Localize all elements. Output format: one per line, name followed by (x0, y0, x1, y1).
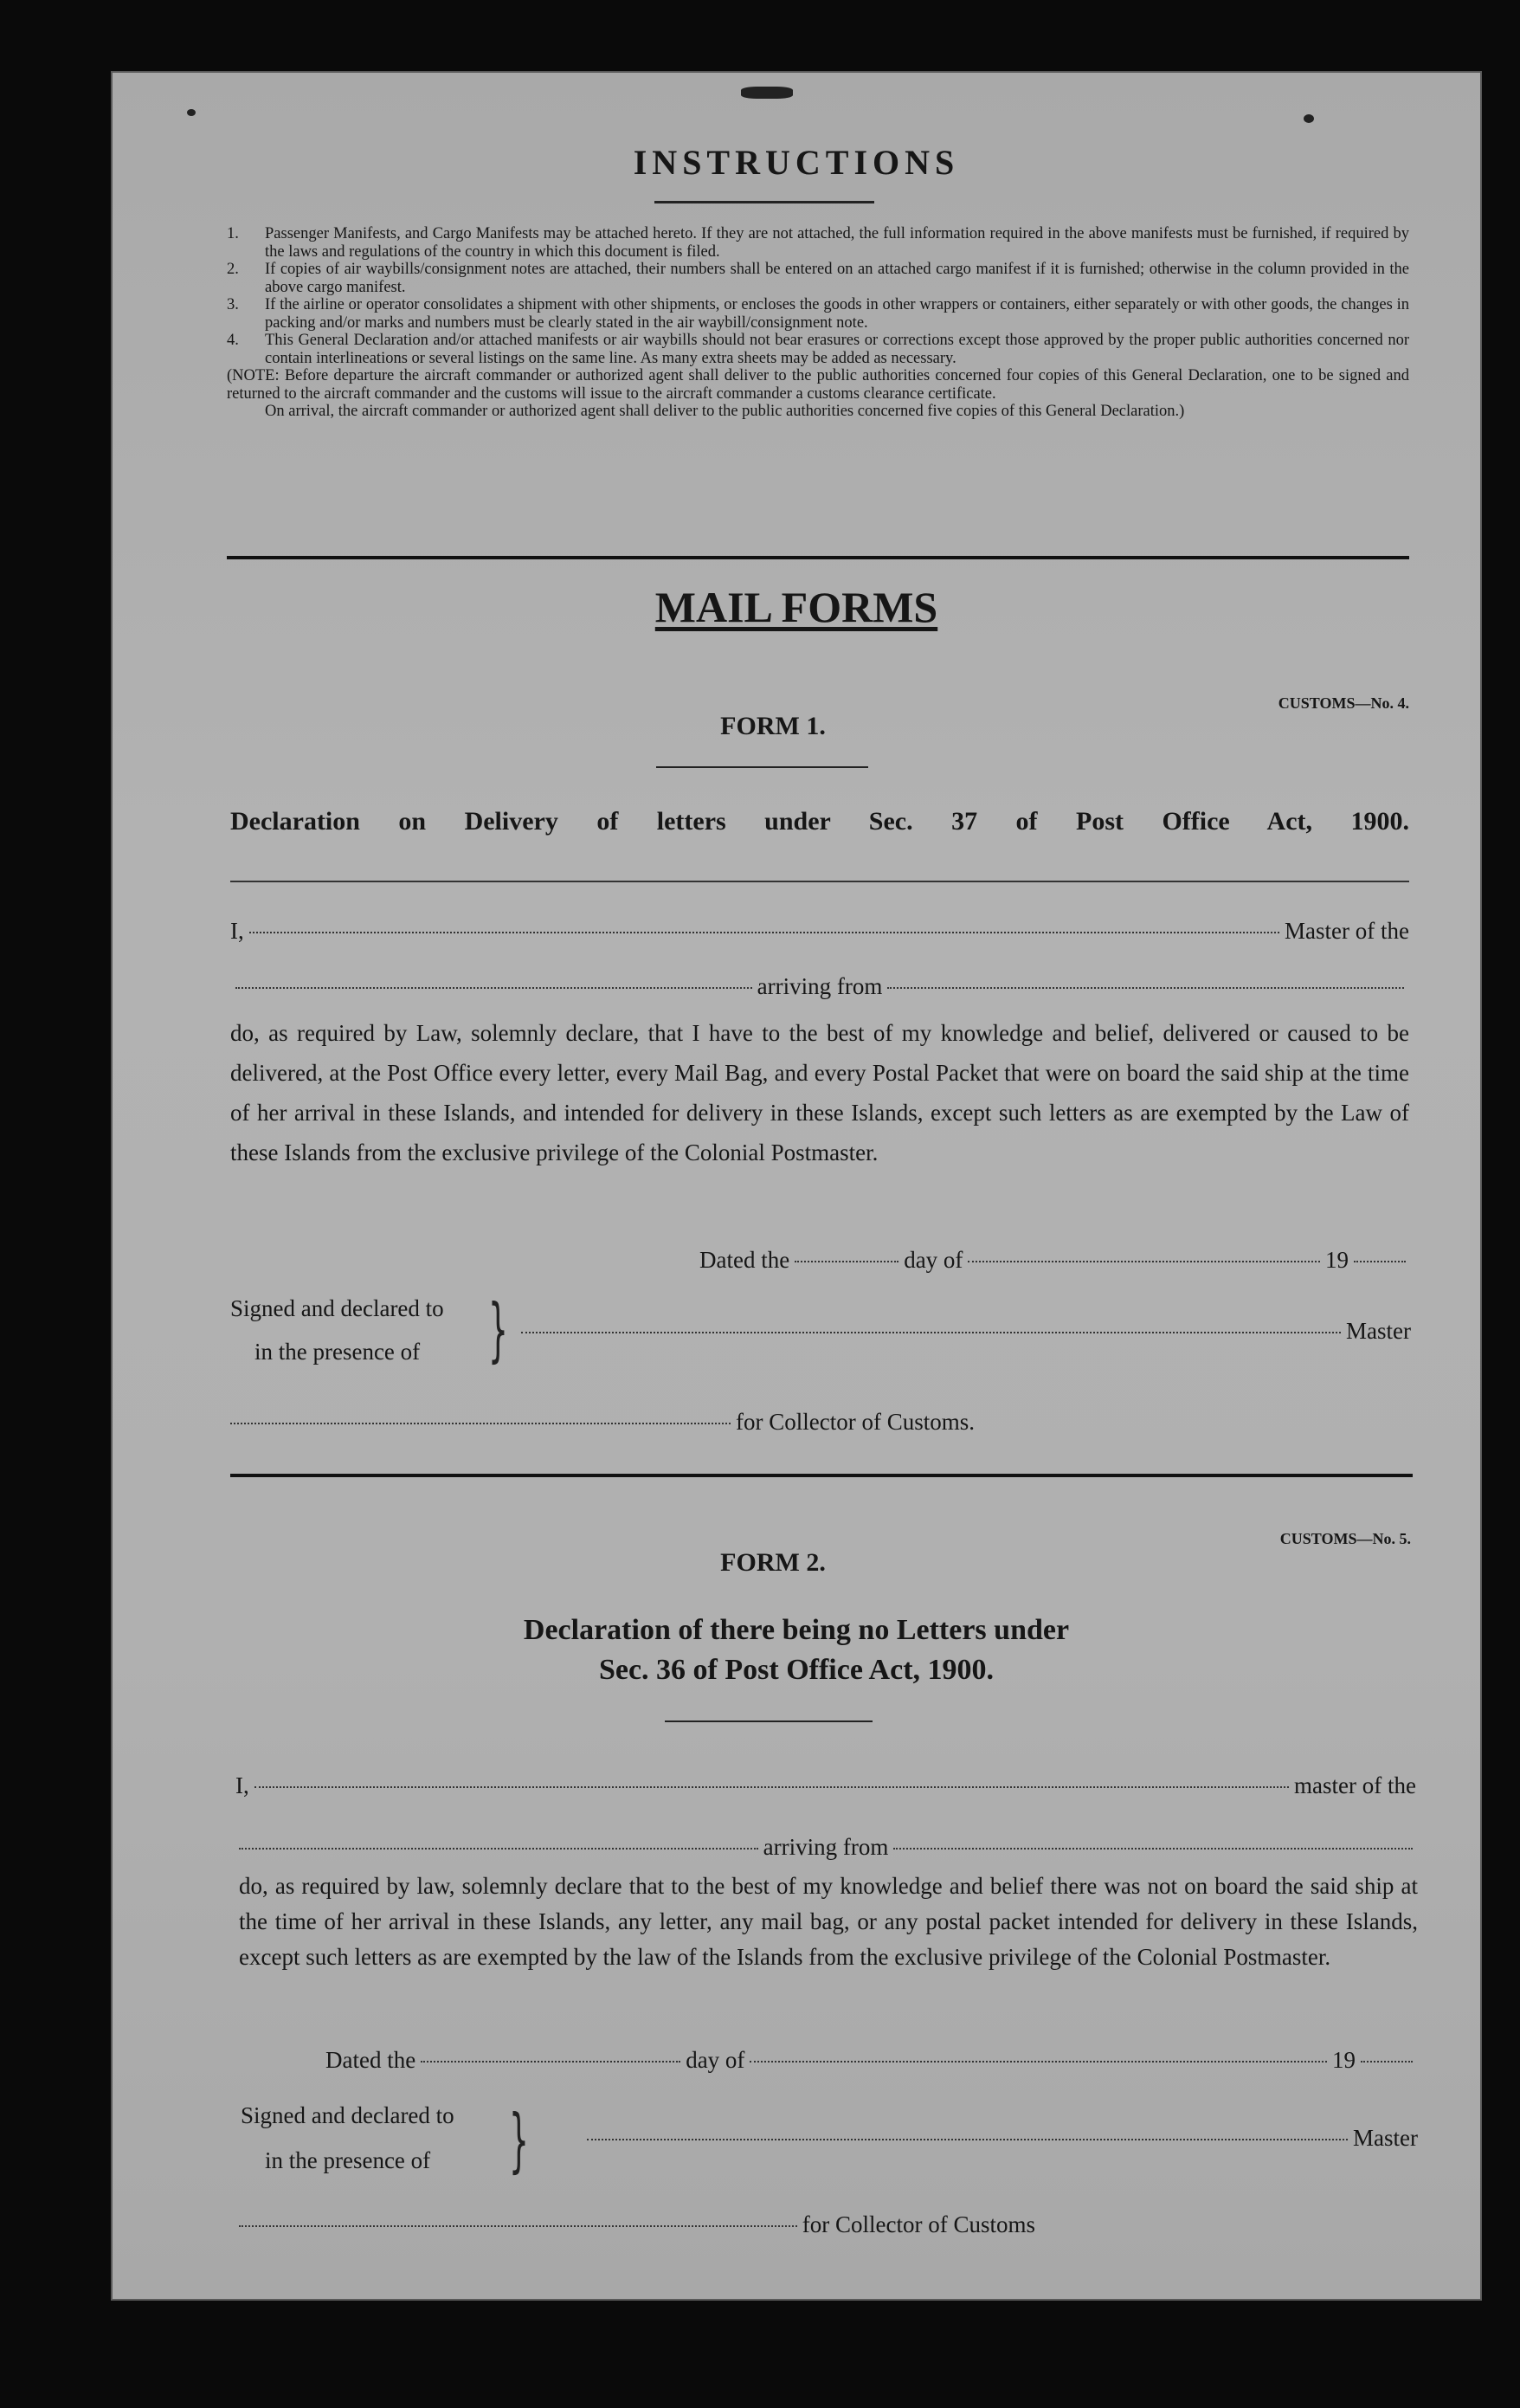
form2-year-label: 19 (1332, 2047, 1356, 2073)
instruction-text: This General Declaration and/or attached manifests or air waybills should not bear erasures or corrections except those approved by the proper public authorities concerned nor contain interlineations or several listings on the same line. As many extra sheets may be added as necessary. (265, 332, 1409, 367)
form2-collector-line (239, 2211, 1035, 2238)
instructions-underline (654, 201, 874, 203)
form-divider (230, 1474, 1413, 1477)
form2-customs-number: CUSTOMS—No. 5. (1279, 1530, 1411, 1547)
instructions-list (227, 225, 1409, 421)
form2-heading-line-1: Declaration of there being no Letters under (523, 1614, 1070, 1646)
form2-arriving-label: arriving from (763, 1834, 889, 1860)
form2-master-of-label: master of the (1294, 1772, 1416, 1798)
form1-declaration-body: do, as required by Law, solemnly declare, that I have to the best of my knowledge and belief, delivered or caused to be delivered, at the Post Office every letter, every Mail Bag, and every Postal Packet that were on board the said ship at the time of her arrival in these Islands, and intended for delivery in these Islands, except such letters as are exempted by the Law of these Islands from the exclusive privilege of the Colonial Postmaster. (230, 1020, 1409, 1165)
form1-day-field[interactable] (795, 1261, 898, 1262)
instruction-number: 4. (227, 332, 239, 349)
form2-heading-rule (665, 1720, 873, 1722)
instruction-number: 3. (227, 296, 239, 313)
form1-arriving-line (230, 973, 1409, 1000)
form1-name-field[interactable] (249, 932, 1279, 933)
section-divider (227, 556, 1409, 559)
form1-heading: Declaration on Delivery of letters under Sec. 37 of Post Office Act, 1900. (230, 807, 1409, 836)
form2-declaration-body: do, as required by law, solemnly declare that to the best of my knowledge and belief there was not on board the said ship at the time of her arrival in these Islands, any letter, any mail bag, or any postal packet intended for delivery in these Islands, except such letters as are exempted by the law of the Islands from the exclusive privilege of the Colonial Postmaster. (239, 1873, 1418, 1970)
form1-year-field[interactable] (1354, 1261, 1406, 1262)
form1-i-label: I, (230, 918, 244, 944)
form2-dated-line (325, 2047, 1418, 2074)
form2-collector-label: for Collector of Customs (802, 2211, 1035, 2237)
form1-arriving-label: arriving from (757, 973, 883, 999)
instruction-note-departure: (NOTE: Before departure the aircraft commander or authorized agent shall deliver to the public authorities concerned four copies of this General Declaration, one to be signed and returned to the aircraft commander and the customs will issue to the aircraft commander a customs clearance certificate. (227, 367, 1409, 403)
form2-year-field[interactable] (1361, 2061, 1413, 2063)
form1-dated-label: Dated the (699, 1247, 790, 1273)
scan-mark (187, 109, 196, 116)
mail-forms-title: MAIL FORMS (654, 583, 938, 631)
instruction-item (227, 332, 1409, 367)
form1-master-of-label: Master of the (1285, 918, 1409, 944)
form2-master-signature-field[interactable] (587, 2139, 1348, 2140)
form1-day-of-label: day of (904, 1247, 963, 1273)
form1-collector-line (230, 1409, 975, 1436)
form2-collector-signature-field[interactable] (239, 2225, 797, 2227)
form1-signed-label-1: Signed and declared to (230, 1295, 444, 1321)
form2-master-label: Master (1353, 2125, 1418, 2151)
form1-customs-number: CUSTOMS—No. 4. (1278, 694, 1409, 712)
form1-month-field[interactable] (968, 1261, 1320, 1262)
form2-heading-line-2: Sec. 36 of Post Office Act, 1900. (598, 1654, 995, 1686)
form2-signed-label-1: Signed and declared to (241, 2102, 454, 2128)
form1-master-line (516, 1318, 1411, 1345)
instruction-number: 1. (227, 225, 239, 242)
form2-signature-block (241, 2097, 1418, 2192)
form1-year-label: 19 (1325, 1247, 1349, 1273)
form2-day-field[interactable] (421, 2061, 680, 2063)
form1-collector-label: for Collector of Customs. (736, 1409, 975, 1435)
form2-name-field[interactable] (254, 1786, 1289, 1788)
form1-brace: } (487, 1289, 508, 1370)
form1-master-signature-field[interactable] (521, 1332, 1341, 1333)
form1-signed-label-2: in the presence of (254, 1339, 421, 1365)
form2-origin-field[interactable] (893, 1848, 1413, 1850)
form2-name-line (235, 1772, 1416, 1799)
form2-day-of-label: day of (686, 2047, 745, 2073)
form2-dated-label: Dated the (325, 2047, 416, 2073)
form2-brace: } (508, 2100, 529, 2180)
form2-i-label: I, (235, 1772, 249, 1798)
form2-arriving-line (239, 1834, 1418, 1861)
form2-title: FORM 2. (720, 1548, 826, 1577)
form1-collector-signature-field[interactable] (230, 1423, 731, 1424)
instruction-text: Passenger Manifests, and Cargo Manifests may be attached hereto. If they are not attached, the full information required in the above manifests must be furnished, if required by the laws and regulations of the country in which this document is filed. (265, 225, 1409, 261)
form1-signature-block (230, 1290, 1411, 1377)
form1-master-label: Master (1346, 1318, 1411, 1344)
form1-title-rule (656, 766, 868, 768)
instruction-note-arrival: On arrival, the aircraft commander or authorized agent shall deliver to the public authorities concerned five copies of this General Declaration.) (265, 403, 1185, 420)
instruction-text: If the airline or operator consolidates a shipment with other shipments, or encloses the goods in other wrappers or containers, either separately or with other goods, the changes in packing and/or marks and numbers must be clearly stated in the air waybill/consignment note. (265, 296, 1409, 332)
scan-mark (741, 87, 793, 99)
form2-master-line (587, 2125, 1418, 2152)
instructions-title: INSTRUCTIONS (633, 143, 960, 182)
form2-heading (111, 1611, 1482, 1690)
form1-title: FORM 1. (720, 712, 826, 740)
instruction-item (227, 225, 1409, 261)
document-page (111, 71, 1482, 2301)
form1-dated-line (699, 1247, 1411, 1274)
instruction-number: 2. (227, 261, 239, 278)
form2-ship-field[interactable] (239, 1848, 758, 1850)
form1-origin-field[interactable] (887, 987, 1404, 989)
instruction-item (227, 261, 1409, 296)
instruction-item (227, 296, 1409, 332)
form1-ship-field[interactable] (235, 987, 752, 989)
instruction-text: If copies of air waybills/consignment notes are attached, their numbers shall be entered on an attached cargo manifest if it is furnished; otherwise in the column provided in the above cargo manifest. (265, 261, 1409, 296)
form1-name-line (230, 918, 1409, 945)
form1-heading-rule (230, 881, 1409, 882)
form2-signed-label-2: in the presence of (265, 2147, 431, 2173)
form2-month-field[interactable] (750, 2061, 1327, 2063)
scan-mark (1304, 114, 1314, 123)
